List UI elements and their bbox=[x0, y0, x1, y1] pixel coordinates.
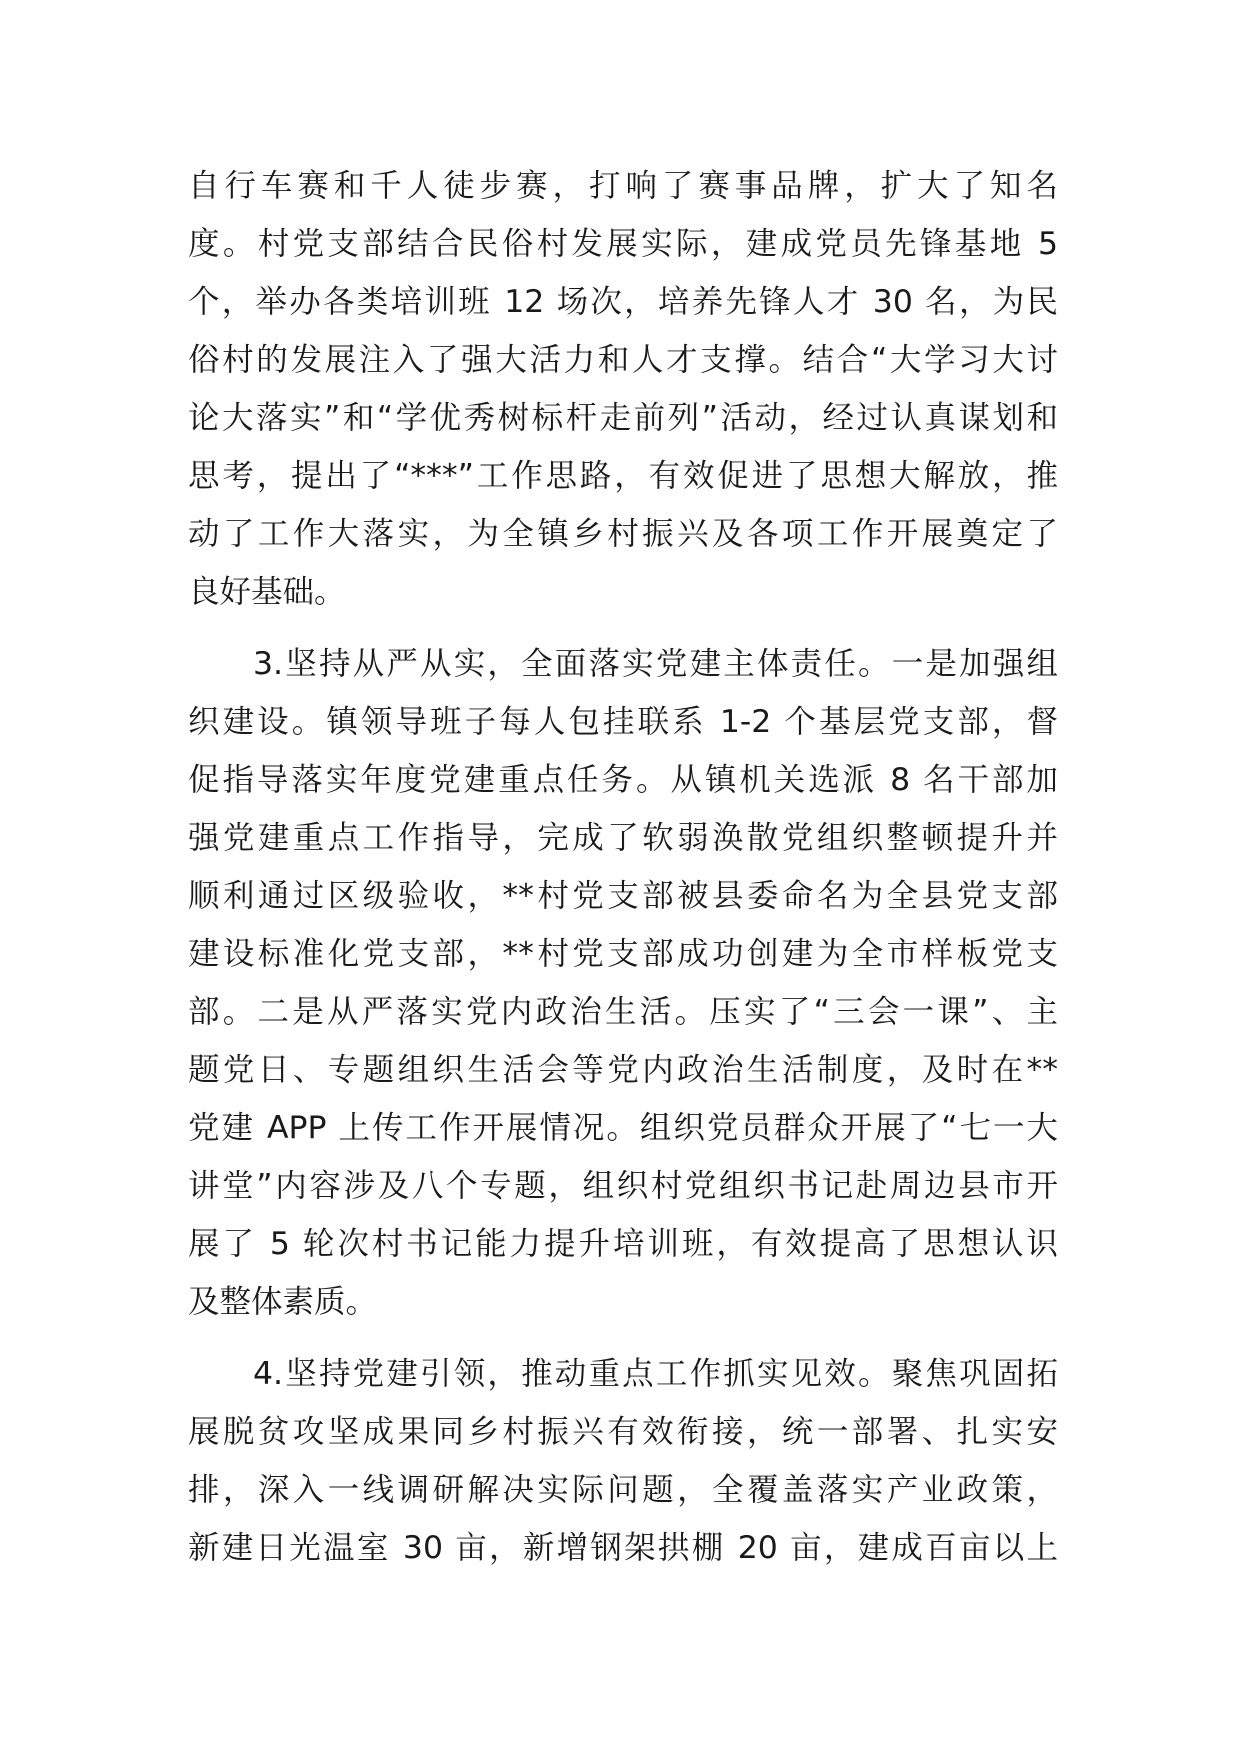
text-line-4: 俗村的发展注入了强大活力和人才支撑。结合“大学习大讨 bbox=[188, 342, 1058, 378]
text-line-21: 4.坚持党建引领，推动重点工作抓实见效。聚焦巩固拓 bbox=[253, 1356, 1058, 1392]
text-line-12: 强党建重点工作指导，完成了软弱涣散党组织整顿提升并 bbox=[188, 820, 1058, 856]
text-line-20: 及整体素质。 bbox=[188, 1284, 378, 1320]
text-line-17: 党建 APP 上传工作开展情况。组织党员群众开展了“七一大 bbox=[188, 1110, 1058, 1146]
text-line-15: 部。二是从严落实党内政治生活。压实了“三会一课”、主 bbox=[188, 994, 1058, 1030]
text-line-2: 度。村党支部结合民俗村发展实际，建成党员先锋基地 5 bbox=[188, 226, 1058, 262]
text-line-6: 思考，提出了“***”工作思路，有效促进了思想大解放，推 bbox=[188, 458, 1058, 494]
text-line-23: 排，深入一线调研解决实际问题，全覆盖落实产业政策， bbox=[188, 1472, 1058, 1508]
text-line-16: 题党日、专题组织生活会等党内政治生活制度，及时在** bbox=[188, 1052, 1058, 1088]
text-line-13: 顺利通过区级验收，**村党支部被县委命名为全县党支部 bbox=[188, 878, 1058, 914]
text-line-10: 织建设。镇领导班子每人包挂联系 1-2 个基层党支部，督 bbox=[188, 704, 1058, 740]
text-line-14: 建设标准化党支部，**村党支部成功创建为全市样板党支 bbox=[188, 936, 1058, 972]
text-line-5: 论大落实”和“学优秀树标杆走前列”活动，经过认真谋划和 bbox=[188, 400, 1058, 436]
text-line-19: 展了 5 轮次村书记能力提升培训班，有效提高了思想认识 bbox=[188, 1226, 1058, 1262]
text-line-9: 3.坚持从严从实，全面落实党建主体责任。一是加强组 bbox=[253, 646, 1058, 682]
text-line-8: 良好基础。 bbox=[188, 574, 346, 610]
text-line-1: 自行车赛和千人徒步赛，打响了赛事品牌，扩大了知名 bbox=[188, 168, 1058, 204]
text-line-22: 展脱贫攻坚成果同乡村振兴有效衔接，统一部署、扎实安 bbox=[188, 1414, 1058, 1450]
text-line-24: 新建日光温室 30 亩，新增钢架拱棚 20 亩，建成百亩以上 bbox=[188, 1530, 1058, 1566]
text-line-7: 动了工作大落实，为全镇乡村振兴及各项工作开展奠定了 bbox=[188, 516, 1058, 552]
text-line-18: 讲堂”内容涉及八个专题，组织村党组织书记赴周边县市开 bbox=[188, 1168, 1058, 1204]
text-line-11: 促指导落实年度党建重点任务。从镇机关选派 8 名干部加 bbox=[188, 762, 1058, 798]
text-line-3: 个，举办各类培训班 12 场次，培养先锋人才 30 名，为民 bbox=[188, 284, 1058, 320]
